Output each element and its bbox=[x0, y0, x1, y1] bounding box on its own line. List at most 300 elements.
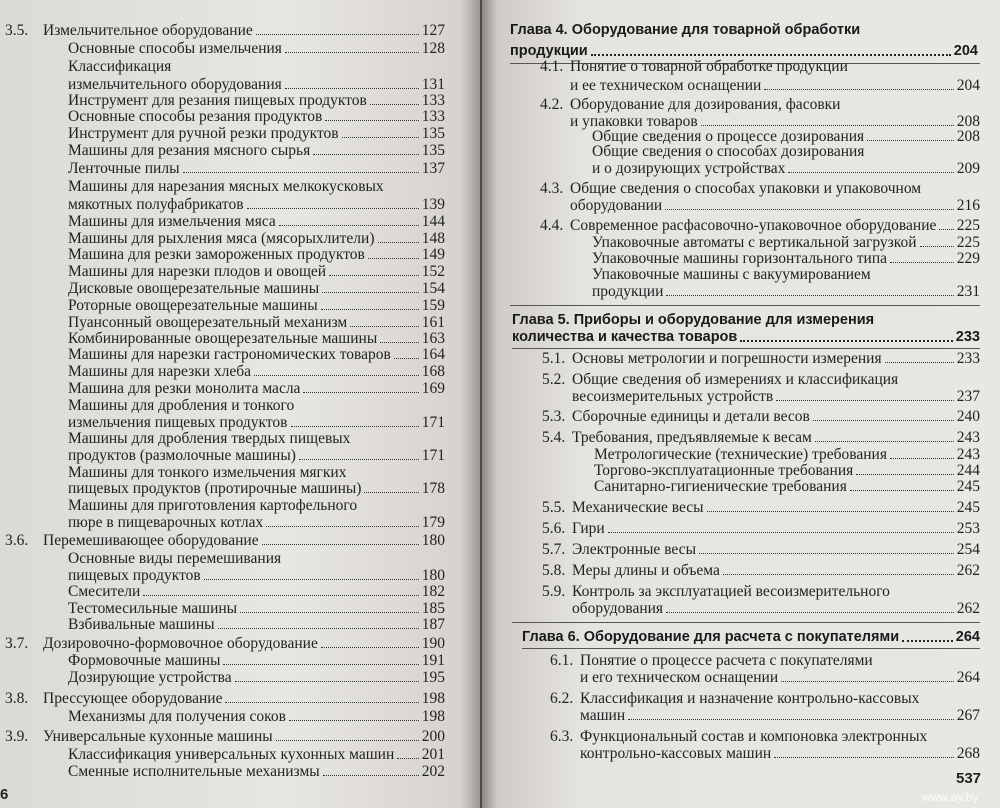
entry-page: 231 bbox=[956, 283, 980, 300]
entry-page: 135 bbox=[421, 125, 445, 142]
entry-page: 182 bbox=[421, 583, 445, 600]
entry-title: Машины для нарезки плодов и овощей bbox=[68, 263, 327, 280]
toc-entry bbox=[540, 96, 980, 113]
entry-title: Измельчительное оборудование bbox=[43, 22, 253, 39]
section-number: 5.8. bbox=[542, 562, 566, 579]
entry-page: 149 bbox=[421, 246, 445, 263]
entry-page: 179 bbox=[421, 514, 445, 531]
entry-page: 152 bbox=[421, 263, 445, 280]
leader-dots bbox=[266, 526, 419, 527]
entry-title: Упаковочные машины с вакуумированием bbox=[592, 266, 871, 283]
toc-entry bbox=[594, 462, 980, 479]
entry-page: 133 bbox=[421, 108, 445, 125]
leader-dots bbox=[723, 574, 954, 575]
leader-dots bbox=[218, 628, 419, 629]
entry-page: 131 bbox=[421, 76, 445, 93]
section-number: 4.4. bbox=[540, 217, 564, 234]
chapter-heading: Глава 6. Оборудование для расчета с покупателями bbox=[522, 629, 900, 645]
entry-page: 208 bbox=[956, 128, 980, 145]
section-number: 6.3. bbox=[550, 728, 574, 745]
entry-title: Машина для резки замороженных продуктов bbox=[68, 246, 365, 263]
section-number: 3.6. bbox=[5, 532, 29, 549]
leader-dots bbox=[608, 532, 954, 533]
section-number: 5.4. bbox=[542, 429, 566, 446]
toc-entry bbox=[68, 125, 445, 142]
toc-entry bbox=[5, 22, 445, 39]
entry-title: Формовочные машины bbox=[68, 652, 221, 669]
leader-dots bbox=[856, 474, 953, 475]
leader-dots bbox=[291, 426, 419, 427]
toc-entry bbox=[580, 707, 980, 724]
entry-title: Гири bbox=[572, 520, 605, 537]
section-number: 4.2. bbox=[540, 96, 564, 113]
entry-page: 202 bbox=[421, 763, 445, 780]
leader-dots bbox=[364, 492, 418, 493]
entry-title: Классификация универсальных кухонных машин bbox=[68, 746, 395, 763]
entry-title: Машины для резания мясного сырья bbox=[68, 142, 311, 159]
leader-dots bbox=[143, 595, 418, 596]
toc-entry bbox=[68, 230, 445, 247]
entry-page: 135 bbox=[421, 142, 445, 159]
toc-entry bbox=[68, 330, 445, 347]
chapter-heading: Глава 5. Приборы и оборудование для измерения bbox=[512, 312, 875, 328]
entry-title: Общие сведения об измерениях и классификация bbox=[572, 371, 899, 388]
toc-entry bbox=[5, 728, 445, 745]
entry-title-cont: контрольно-кассовых машин bbox=[580, 745, 772, 762]
toc-entry bbox=[572, 600, 980, 617]
entry-title: Основные виды перемешивания bbox=[68, 550, 282, 567]
entry-title: Роторные овощерезательные машины bbox=[68, 297, 318, 314]
leader-dots bbox=[247, 208, 419, 209]
toc-entry bbox=[68, 346, 445, 363]
toc-entry bbox=[68, 263, 445, 280]
entry-page: 148 bbox=[421, 230, 445, 247]
entry-title-cont: пищевых продуктов (протирочные машины) bbox=[68, 480, 362, 497]
leader-dots bbox=[850, 490, 954, 491]
page-number: 6 bbox=[0, 786, 9, 803]
entry-page: 185 bbox=[421, 600, 445, 617]
toc-entry bbox=[68, 600, 445, 617]
entry-title: Современное расфасовочно-упаковочное оборудование bbox=[570, 217, 937, 234]
toc-entry bbox=[550, 652, 980, 669]
entry-page: 168 bbox=[421, 363, 445, 380]
section-number: 3.9. bbox=[5, 728, 29, 745]
entry-page: 159 bbox=[421, 297, 445, 314]
leader-dots bbox=[378, 242, 419, 243]
entry-page: 154 bbox=[421, 280, 445, 297]
toc-entry bbox=[570, 197, 980, 214]
toc-entry bbox=[68, 314, 445, 331]
toc-entry bbox=[68, 746, 445, 763]
toc-entry bbox=[68, 76, 445, 93]
entry-page: 187 bbox=[421, 616, 445, 633]
section-number: 5.1. bbox=[542, 350, 566, 367]
entry-page: 127 bbox=[421, 22, 445, 39]
leader-dots bbox=[890, 458, 954, 459]
leader-dots bbox=[781, 681, 954, 682]
left-page bbox=[0, 0, 480, 808]
section-number: 3.7. bbox=[5, 635, 29, 652]
entry-title: Упаковочные машины горизонтального типа bbox=[592, 250, 888, 267]
leader-dots bbox=[764, 89, 953, 90]
toc-entry bbox=[5, 690, 445, 707]
leader-dots bbox=[276, 740, 419, 741]
entry-page: 171 bbox=[421, 447, 445, 464]
entry-title-cont: и его техническом оснащении bbox=[580, 669, 779, 686]
leader-dots bbox=[368, 258, 419, 259]
toc-entry bbox=[592, 250, 980, 267]
toc-entry bbox=[68, 213, 445, 230]
entry-title: Универсальные кухонные машины bbox=[43, 728, 273, 745]
entry-page: 204 bbox=[956, 77, 980, 94]
toc-entry bbox=[550, 690, 980, 707]
entry-title: Смесители bbox=[68, 583, 141, 600]
entry-title-cont: и о дозирующих устройствах bbox=[592, 160, 786, 177]
toc-entry bbox=[68, 708, 445, 725]
entry-title: Общие сведения о процессе дозирования bbox=[592, 128, 865, 145]
leader-dots bbox=[254, 375, 419, 376]
leader-dots bbox=[223, 664, 418, 665]
entry-title-cont: машин bbox=[580, 707, 626, 724]
toc-entry bbox=[68, 246, 445, 263]
entry-title: Взбивальные машины bbox=[68, 616, 215, 633]
entry-page: 139 bbox=[421, 196, 445, 213]
entry-title: Машины для нарезки хлеба bbox=[68, 363, 252, 380]
toc-entry bbox=[542, 350, 980, 367]
entry-page: 201 bbox=[421, 746, 445, 763]
entry-title: Контроль за эксплуатацией весоизмерительного bbox=[572, 583, 890, 600]
toc-entry bbox=[68, 40, 445, 57]
entry-page: 191 bbox=[421, 652, 445, 669]
leader-dots bbox=[256, 34, 419, 35]
section-number: 6.1. bbox=[550, 652, 574, 669]
toc-entry bbox=[5, 635, 445, 652]
entry-title: Упаковочные автоматы с вертикальной загрузкой bbox=[592, 234, 917, 251]
leader-dots bbox=[240, 612, 419, 613]
toc-entry bbox=[68, 652, 445, 669]
toc-entry bbox=[594, 478, 980, 495]
page-number: 537 bbox=[956, 770, 982, 787]
entry-title: Машина для резки монолита масла bbox=[68, 380, 301, 397]
entry-title: Понятие о товарной обработке продукции bbox=[570, 58, 848, 75]
leader-dots bbox=[666, 295, 953, 296]
entry-title: Механические весы bbox=[572, 499, 704, 516]
leader-dots bbox=[699, 553, 954, 554]
toc-entry bbox=[572, 388, 980, 405]
leader-dots bbox=[225, 702, 418, 703]
entry-page: 262 bbox=[956, 600, 980, 617]
toc-entry bbox=[592, 160, 980, 177]
entry-title: Машины для нарезания мясных мелкокусковых bbox=[68, 178, 384, 195]
leader-dots bbox=[350, 326, 419, 327]
entry-page: 200 bbox=[421, 728, 445, 745]
leader-dots bbox=[788, 172, 953, 173]
entry-page: 243 bbox=[956, 446, 980, 463]
chapter-page: 233 bbox=[955, 329, 980, 345]
leader-dots bbox=[303, 392, 418, 393]
entry-title: Механизмы для получения соков bbox=[68, 708, 286, 725]
toc-entry bbox=[542, 499, 980, 516]
entry-title: Функциональный состав и компоновка электронных bbox=[580, 728, 928, 745]
divider bbox=[510, 305, 980, 306]
entry-title: Торгово-эксплуатационные требования bbox=[594, 462, 854, 479]
entry-page: 225 bbox=[956, 217, 980, 234]
entry-page: 169 bbox=[421, 380, 445, 397]
toc-entry bbox=[542, 408, 980, 425]
entry-title: Машины для нарезки гастрономических товаров bbox=[68, 346, 391, 363]
toc-entry bbox=[68, 480, 445, 497]
toc-entry bbox=[68, 669, 445, 686]
section-number: 6.2. bbox=[550, 690, 574, 707]
toc-entry bbox=[68, 160, 445, 177]
entry-title: Основы метрологии и погрешности измерения bbox=[572, 350, 882, 367]
leader-dots bbox=[321, 647, 419, 648]
entry-title: Комбинированные овощерезательные машины bbox=[68, 330, 378, 347]
leader-dots bbox=[394, 358, 419, 359]
entry-title: Инструмент для ручной резки продуктов bbox=[68, 125, 339, 142]
entry-page: 180 bbox=[421, 567, 445, 584]
entry-title: Сменные исполнительные механизмы bbox=[68, 763, 320, 780]
section-number: 5.5. bbox=[542, 499, 566, 516]
entry-title-cont: измельчительного оборудования bbox=[68, 76, 282, 93]
toc-entry bbox=[540, 180, 980, 197]
entry-title-cont: продуктов (размолочные машины) bbox=[68, 447, 296, 464]
leader-dots bbox=[321, 309, 419, 310]
toc-entry bbox=[550, 728, 980, 745]
entry-page: 190 bbox=[421, 635, 445, 652]
leader-dots bbox=[815, 441, 954, 442]
entry-page: 133 bbox=[421, 92, 445, 109]
entry-page: 163 bbox=[421, 330, 445, 347]
entry-title: Классификация и назначение контрольно-кассовых bbox=[580, 690, 920, 707]
leader-dots bbox=[204, 579, 419, 580]
toc-entry bbox=[542, 583, 980, 600]
toc-entry bbox=[68, 447, 445, 464]
entry-page: 195 bbox=[421, 669, 445, 686]
leader-dots bbox=[342, 137, 419, 138]
toc-entry bbox=[540, 217, 980, 234]
section-number: 5.2. bbox=[542, 371, 566, 388]
entry-page: 178 bbox=[421, 480, 445, 497]
entry-title: Требования, предъявляемые к весам bbox=[572, 429, 812, 446]
entry-page: 240 bbox=[956, 408, 980, 425]
section-number: 4.1. bbox=[540, 58, 564, 75]
entry-page: 245 bbox=[956, 478, 980, 495]
leader-dots bbox=[299, 459, 419, 460]
chapter-page: 204 bbox=[953, 43, 978, 59]
chapter-heading-cont: количества и качества товаров bbox=[512, 329, 738, 345]
chapter-heading-row bbox=[512, 329, 980, 346]
leader-dots bbox=[920, 246, 954, 247]
toc-entry bbox=[68, 92, 445, 109]
toc-entry bbox=[592, 234, 980, 251]
leader-dots bbox=[325, 120, 418, 121]
toc-entry bbox=[540, 58, 980, 75]
entry-title: Сборочные единицы и детали весов bbox=[572, 408, 810, 425]
entry-title: Основные способы резания продуктов bbox=[68, 108, 323, 125]
leader-dots bbox=[235, 681, 419, 682]
leader-dots bbox=[370, 104, 419, 105]
chapter-page: 264 bbox=[955, 629, 980, 645]
entry-title: Дозировочно-формовочное оборудование bbox=[43, 635, 318, 652]
entry-page: 144 bbox=[421, 213, 445, 230]
leader-dots bbox=[867, 140, 954, 141]
entry-page: 198 bbox=[421, 708, 445, 725]
entry-page: 244 bbox=[956, 462, 980, 479]
leader-dots bbox=[323, 775, 419, 776]
entry-page: 245 bbox=[956, 499, 980, 516]
entry-page: 268 bbox=[956, 745, 980, 762]
toc-entry bbox=[68, 196, 445, 213]
entry-page: 254 bbox=[956, 541, 980, 558]
leader-dots bbox=[707, 511, 954, 512]
toc-entry bbox=[68, 280, 445, 297]
toc-entry bbox=[5, 532, 445, 549]
entry-title-cont: пищевых продуктов bbox=[68, 567, 201, 584]
toc-entry bbox=[68, 142, 445, 159]
toc-entry bbox=[580, 745, 980, 762]
leader-dots bbox=[313, 154, 419, 155]
entry-title: Электронные весы bbox=[572, 541, 696, 558]
toc-entry bbox=[542, 371, 980, 388]
entry-page: 243 bbox=[956, 429, 980, 446]
entry-title: Оборудование для дозирования, фасовки bbox=[570, 96, 841, 113]
entry-page: 128 bbox=[421, 40, 445, 57]
entry-title: Дозирующие устройства bbox=[68, 669, 232, 686]
entry-page: 137 bbox=[421, 160, 445, 177]
entry-title: Санитарно-гигиенические требования bbox=[594, 478, 847, 495]
leader-dots bbox=[183, 172, 419, 173]
divider bbox=[512, 622, 980, 623]
section-number: 5.6. bbox=[542, 520, 566, 537]
entry-page: 225 bbox=[956, 234, 980, 251]
leader-dots bbox=[285, 88, 419, 89]
entry-page: 237 bbox=[956, 388, 980, 405]
leader-dots bbox=[902, 640, 953, 642]
entry-page: 253 bbox=[956, 520, 980, 537]
entry-title: Машины для приготовления картофельного bbox=[68, 497, 358, 514]
toc-entry bbox=[68, 414, 445, 431]
entry-page: 208 bbox=[956, 113, 980, 130]
leader-dots bbox=[591, 54, 951, 56]
entry-title: Меры длины и объема bbox=[572, 562, 720, 579]
leader-dots bbox=[380, 342, 419, 343]
toc-entry bbox=[68, 583, 445, 600]
toc-entry bbox=[542, 562, 980, 579]
entry-page: 180 bbox=[421, 532, 445, 549]
leader-dots bbox=[701, 125, 954, 126]
leader-dots bbox=[262, 544, 419, 545]
toc-entry bbox=[570, 77, 980, 94]
chapter-heading: Глава 4. Оборудование для товарной обработки bbox=[510, 22, 861, 38]
right-page bbox=[482, 0, 1000, 808]
leader-dots bbox=[885, 362, 954, 363]
toc-entry bbox=[68, 363, 445, 380]
leader-dots bbox=[289, 720, 419, 721]
divider bbox=[522, 648, 980, 649]
section-number: 4.3. bbox=[540, 180, 564, 197]
entry-title: Машины для дробления твердых пищевых bbox=[68, 430, 351, 447]
entry-title: Машины для тонкого измельчения мягких bbox=[68, 464, 347, 481]
entry-title: Классификация bbox=[68, 58, 172, 75]
toc-entry bbox=[580, 669, 980, 686]
toc-entry bbox=[592, 283, 980, 300]
entry-page: 264 bbox=[956, 669, 980, 686]
entry-page: 209 bbox=[956, 160, 980, 177]
entry-page: 161 bbox=[421, 314, 445, 331]
leader-dots bbox=[939, 229, 953, 230]
leader-dots bbox=[322, 292, 419, 293]
entry-title-cont: продукции bbox=[592, 283, 664, 300]
entry-page: 233 bbox=[956, 350, 980, 367]
entry-title: Машины для измельчения мяса bbox=[68, 213, 276, 230]
entry-page: 267 bbox=[956, 707, 980, 724]
section-number: 5.7. bbox=[542, 541, 566, 558]
leader-dots bbox=[776, 400, 954, 401]
toc-entry bbox=[542, 541, 980, 558]
section-number: 5.9. bbox=[542, 583, 566, 600]
section-number: 3.8. bbox=[5, 690, 29, 707]
leader-dots bbox=[665, 209, 954, 210]
entry-title-cont: оборудовании bbox=[570, 197, 663, 214]
entry-page: 171 bbox=[421, 414, 445, 431]
section-number: 3.5. bbox=[5, 22, 29, 39]
entry-page: 262 bbox=[956, 562, 980, 579]
entry-title: Инструмент для резания пищевых продуктов bbox=[68, 92, 367, 109]
toc-entry bbox=[68, 514, 445, 531]
leader-dots bbox=[740, 340, 952, 342]
entry-title: Машины для рыхления мяса (мясорыхлители) bbox=[68, 230, 375, 247]
leader-dots bbox=[813, 420, 954, 421]
toc-entry bbox=[68, 297, 445, 314]
entry-page: 216 bbox=[956, 197, 980, 214]
watermark: www.ay.by bbox=[922, 790, 979, 804]
entry-page: 229 bbox=[956, 250, 980, 267]
leader-dots bbox=[397, 758, 419, 759]
entry-title: Пуансонный овощерезательный механизм bbox=[68, 314, 348, 331]
entry-title-cont: весоизмерительных устройств bbox=[572, 388, 774, 405]
leader-dots bbox=[285, 52, 419, 53]
leader-dots bbox=[774, 757, 954, 758]
entry-page: 164 bbox=[421, 346, 445, 363]
leader-dots bbox=[628, 719, 954, 720]
toc-entry bbox=[594, 446, 980, 463]
entry-title: Понятие о процессе расчета с покупателями bbox=[580, 652, 873, 669]
chapter-heading-row bbox=[522, 629, 980, 646]
leader-dots bbox=[890, 262, 954, 263]
entry-title: Общие сведения о способах упаковки и упаковочном bbox=[570, 180, 922, 197]
leader-dots bbox=[666, 612, 954, 613]
entry-title-cont: оборудования bbox=[572, 600, 664, 617]
entry-title: Машины для дробления и тонкого bbox=[68, 397, 295, 414]
entry-title: Метрологические (технические) требования bbox=[594, 446, 887, 463]
entry-title: Ленточные пилы bbox=[68, 160, 180, 177]
leader-dots bbox=[279, 225, 419, 226]
entry-title-cont: пюре в пищеварочных котлах bbox=[68, 514, 264, 531]
leader-dots bbox=[329, 275, 419, 276]
entry-title: Тестомесильные машины bbox=[68, 600, 238, 617]
toc-entry bbox=[68, 567, 445, 584]
entry-title-cont: измельчения пищевых продуктов bbox=[68, 414, 288, 431]
toc-entry bbox=[542, 520, 980, 537]
entry-title: Прессующее оборудование bbox=[43, 690, 223, 707]
entry-title: Общие сведения о способах дозирования bbox=[592, 143, 865, 160]
toc-entry bbox=[68, 763, 445, 780]
entry-title: Основные способы измельчения bbox=[68, 40, 282, 57]
entry-page: 198 bbox=[421, 690, 445, 707]
toc-entry bbox=[542, 429, 980, 446]
entry-title-cont: и упаковки товаров bbox=[570, 113, 698, 130]
